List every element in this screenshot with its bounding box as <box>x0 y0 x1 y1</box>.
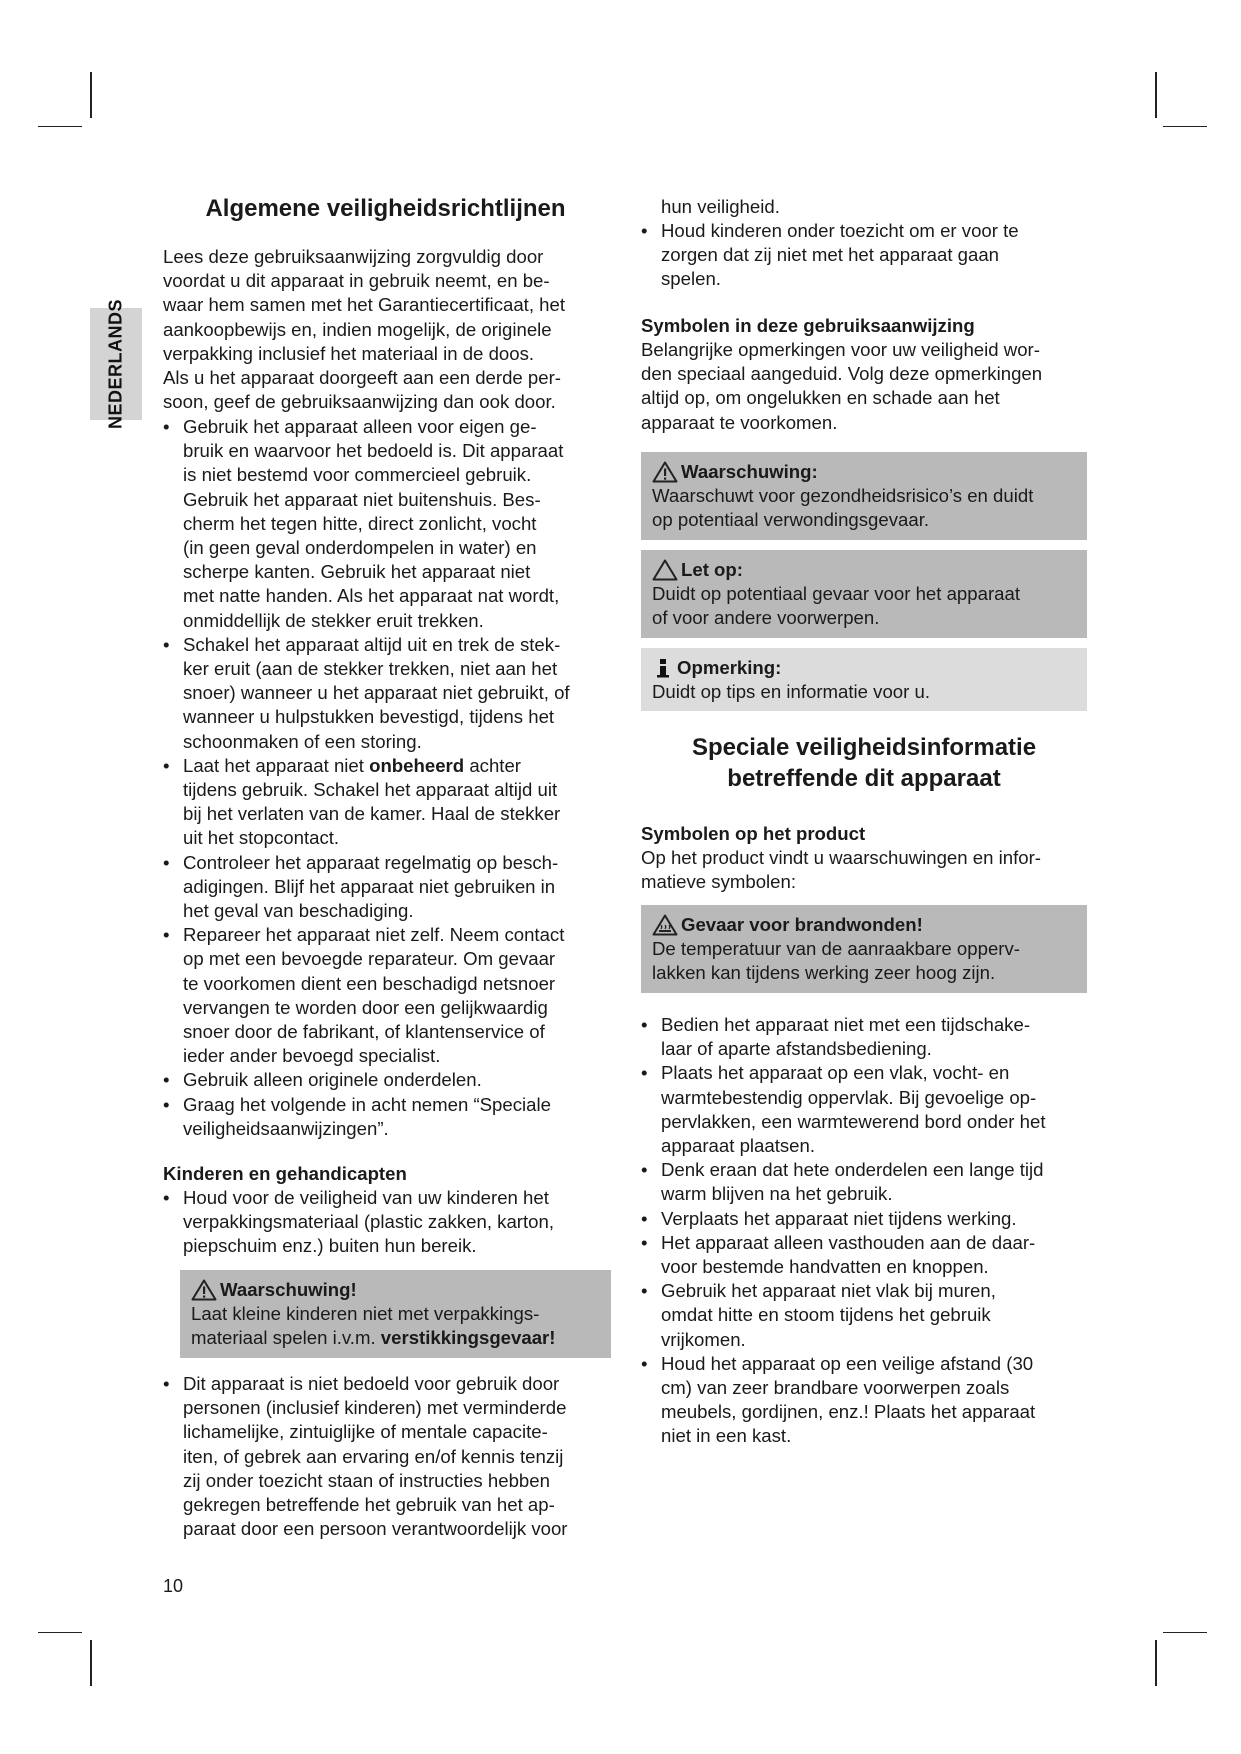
line: • Houd voor de veiligheid van uw kinderen het <box>183 1187 549 1208</box>
line: personen (inclusief kinderen) met verminderde <box>183 1397 567 1419</box>
box-title-text: Waarschuwing: <box>681 461 818 482</box>
crop-mark <box>1163 126 1207 127</box>
text-run: Laat het apparaat niet <box>183 754 370 776</box>
list-item <box>641 1061 1087 1158</box>
crop-mark <box>38 126 82 127</box>
line: gekregen betreffende het gebruik van het ap- <box>183 1494 555 1516</box>
line: apparaat te voorkomen. <box>641 411 838 433</box>
line: • Repareer het apparaat niet zelf. Neem contact <box>183 924 565 946</box>
line: omdat hitte en stoom tijdens het gebruik <box>661 1304 991 1326</box>
line: matieve symbolen: <box>641 871 797 893</box>
product-paragraph <box>641 846 1087 894</box>
line: uit het stopcontact. <box>183 827 340 849</box>
line: tijdens gebruik. Schakel het apparaat altijd uit <box>183 779 558 801</box>
crop-mark <box>90 1640 92 1686</box>
box-title-text: Waarschuwing! <box>220 1279 357 1300</box>
burn-warning-box <box>641 905 1087 993</box>
line: iten, of gebrek aan ervaring en/of kennis tenzij <box>183 1445 564 1467</box>
box-line: Duidt op tips en informatie voor u. <box>652 681 931 703</box>
line: pervlakken, een warmtewerend bord onder het <box>661 1110 1046 1132</box>
crop-mark <box>1163 1632 1207 1633</box>
box-title-text: Opmerking: <box>677 657 782 678</box>
line: is niet bestemd voor commercieel gebruik. <box>183 464 532 486</box>
title-line: betreffende dit apparaat <box>727 765 1001 792</box>
info-icon <box>652 657 674 679</box>
box-line: Waarschuwt voor gezondheidsrisico’s en duidt <box>652 485 1034 507</box>
box-line: op potentiaal verwondingsgevaar. <box>652 509 930 531</box>
line: snoer door de fabrikant, of klantenservice of <box>183 1021 545 1043</box>
line: piepschuim enz.) buiten hun bereik. <box>183 1235 477 1257</box>
line: voor bestemde handvatten en knoppen. <box>661 1256 989 1278</box>
title-line: Speciale veiligheidsinformatie <box>691 734 1037 761</box>
safety-bullets <box>163 415 608 1141</box>
line: • Schakel het apparaat altijd uit en trek de stek- <box>183 633 561 655</box>
line: laar of aparte afstandsbediening. <box>661 1038 932 1060</box>
line: • Dit apparaat is niet bedoeld voor gebruik door <box>183 1373 560 1394</box>
line: vervangen te worden door een gelijkwaardig <box>183 996 548 1018</box>
line: Op het product vindt u waarschuwingen en infor- <box>641 847 1041 868</box>
caution-box <box>641 550 1087 638</box>
appliance-bullets <box>641 1013 1087 1449</box>
line: zorgen dat zij niet met het apparaat gaan <box>661 244 1000 266</box>
line: schoonmaken of een storing. <box>183 730 422 752</box>
line: paraat door een persoon verantwoordelijk voor <box>183 1518 568 1540</box>
line: • Houd het apparaat op een veilige afstand (30 <box>661 1352 1034 1374</box>
box-title <box>191 1278 600 1302</box>
line: • Verplaats het apparaat niet tijdens werking. <box>661 1207 1017 1229</box>
list-item <box>163 1372 608 1541</box>
children-bullets <box>163 1186 608 1259</box>
list-item <box>641 1207 1087 1231</box>
warning-box <box>641 452 1087 540</box>
list-item <box>641 219 1087 292</box>
box-line <box>191 1326 600 1350</box>
line: wanneer u hulpstukken bevestigd, tijdens het <box>183 706 555 728</box>
line: • Denk eraan dat hete onderdelen een lange tijd <box>661 1159 1044 1181</box>
emphasis: verstikkingsgevaar! <box>380 1327 556 1349</box>
box-title <box>652 558 1076 582</box>
page-title: Algemene veiligheidsrichtlijnen <box>205 195 566 222</box>
line: • Graag het volgende in acht nemen “Speciale <box>183 1093 551 1115</box>
list-item <box>641 1231 1087 1279</box>
line: verpakkingsmateriaal (plastic zakken, karton, <box>183 1211 555 1233</box>
line: adigingen. Blijf het apparaat niet gebruiken in <box>183 875 556 897</box>
symbols-heading: Symbolen in deze gebruiksaanwijzing <box>641 315 975 336</box>
line <box>183 754 608 778</box>
line: op met een bevoegde reparateur. Om gevaar <box>183 948 556 970</box>
line: warm blijven na het gebruik. <box>661 1183 893 1205</box>
line: ker eruit (aan de stekker trekken, niet aan het <box>183 658 558 680</box>
line: het geval van beschadiging. <box>183 900 414 922</box>
intro-line: waar hem samen met het Garantiecertificaat, het <box>163 294 566 316</box>
line: veiligheidsaanwijzingen”. <box>183 1117 389 1139</box>
intro-line: Lees deze gebruiksaanwijzing zorgvuldig door <box>163 246 544 267</box>
line: snoer) wanneer u het apparaat niet gebruikt, of <box>183 682 570 704</box>
box-title-text: Gevaar voor brandwonden! <box>681 914 923 935</box>
intro-line: voordat u dit apparaat in gebruik neemt, en be- <box>163 270 550 292</box>
list-item <box>163 1068 608 1092</box>
line: scherpe kanten. Gebruik het apparaat niet <box>183 561 531 583</box>
crop-mark <box>38 1632 82 1633</box>
line: (in geen geval onderdompelen in water) en <box>183 537 537 559</box>
list-item <box>163 415 608 633</box>
line: onmiddellijk de stekker eruit trekken. <box>183 609 484 631</box>
symbols-paragraph <box>641 338 1087 435</box>
box-line: of voor andere voorwerpen. <box>652 607 880 629</box>
box-line: lakken kan tijdens werking zeer hoog zijn. <box>652 962 996 984</box>
line: vrijkomen. <box>661 1328 746 1350</box>
line: warmtebestendig oppervlak. Bij gevoelige op- <box>661 1086 1037 1108</box>
supervise-bullets <box>641 219 1087 292</box>
line: bruik en waarvoor het bedoeld is. Dit apparaat <box>183 440 564 462</box>
emphasis: onbeheerd <box>369 754 465 776</box>
list-item <box>163 754 608 851</box>
crop-mark <box>1155 72 1157 118</box>
line: • Houd kinderen onder toezicht om er voor te <box>661 220 1019 241</box>
language-tab <box>90 298 142 430</box>
text-run: achter <box>464 754 521 776</box>
box-title <box>652 460 1076 484</box>
line: cm) van zeer brandbare voorwerpen zoals <box>661 1377 1010 1399</box>
box-line: Laat kleine kinderen niet met verpakkings- <box>191 1303 540 1325</box>
list-item <box>641 1158 1087 1206</box>
list-item <box>163 1093 608 1141</box>
line: meubels, gordijnen, enz.! Plaats het apparaat <box>661 1401 1036 1423</box>
intro-line: Als u het apparaat doorgeeft aan een derde per- <box>163 367 561 389</box>
caution-triangle-icon <box>652 559 678 581</box>
box-line: Duidt op potentiaal gevaar voor het apparaat <box>652 583 1020 605</box>
intro-paragraph <box>163 245 608 414</box>
text-run: materiaal spelen i.v.m. <box>191 1327 381 1349</box>
continued-text: hun veiligheid. <box>661 196 780 217</box>
line: spelen. <box>661 268 721 290</box>
line: apparaat plaatsen. <box>661 1135 816 1157</box>
line: • Gebruik alleen originele onderdelen. <box>183 1069 482 1091</box>
line: ieder ander bevoegd specialist. <box>183 1045 441 1067</box>
line: den speciaal aangeduid. Volg deze opmerkingen <box>641 363 1043 385</box>
intro-line: verpakking inclusief het materiaal in de doos. <box>163 342 535 364</box>
box-title <box>652 913 1076 937</box>
hot-surface-icon <box>652 914 678 936</box>
line: • Bedien het apparaat niet met een tijdschake- <box>661 1014 1031 1035</box>
line: lichamelijke, zintuiglijke of mentale capacite- <box>183 1421 548 1443</box>
line: niet in een kast. <box>661 1425 792 1447</box>
list-item <box>641 1013 1087 1061</box>
line: Gebruik het apparaat niet buitenshuis. Bes- <box>183 488 541 510</box>
crop-mark <box>90 72 92 118</box>
box-title <box>652 656 1076 680</box>
intro-line: soon, geef de gebruiksaanwijzing dan ook door. <box>163 391 556 413</box>
line: • Gebruik het apparaat alleen voor eigen ge- <box>183 416 537 437</box>
intro-line: aankoopbewijs en, indien mogelijk, de originele <box>163 318 552 340</box>
suffocation-warning-box <box>180 1270 611 1358</box>
line: altijd op, om ongelukken en schade aan het <box>641 387 1000 409</box>
capacity-bullets <box>163 1372 608 1541</box>
line: • Het apparaat alleen vasthouden aan de daar- <box>661 1231 1036 1253</box>
page-number: 10 <box>163 1576 184 1596</box>
line: • Controleer het apparaat regelmatig op besch- <box>183 851 559 873</box>
line: bij het verlaten van de kamer. Haal de stekker <box>183 803 561 825</box>
line: cherm het tegen hitte, direct zonlicht, vocht <box>183 512 537 534</box>
list-item <box>163 923 608 1068</box>
list-item <box>641 1352 1087 1449</box>
list-item <box>163 1186 608 1259</box>
line: • Gebruik het apparaat niet vlak bij muren, <box>661 1280 996 1302</box>
line: zij onder toezicht staan of instructies hebben <box>183 1469 550 1491</box>
special-title <box>641 732 1087 794</box>
note-box <box>641 648 1087 711</box>
product-heading: Symbolen op het product <box>641 823 866 844</box>
list-item <box>641 1279 1087 1352</box>
warning-triangle-icon <box>652 461 678 483</box>
crop-mark <box>1155 1640 1157 1686</box>
line: met natte handen. Als het apparaat nat wordt, <box>183 585 560 607</box>
box-title-text: Let op: <box>681 559 743 580</box>
line: Belangrijke opmerkingen voor uw veiligheid wor- <box>641 339 1040 360</box>
line: te voorkomen dient een beschadigd netsnoer <box>183 972 556 994</box>
children-heading: Kinderen en gehandicapten <box>163 1163 407 1184</box>
line: • Plaats het apparaat op een vlak, vocht- en <box>661 1062 1010 1084</box>
box-line: De temperatuur van de aanraakbare opperv- <box>652 938 1020 960</box>
language-tab-label: NEDERLANDS <box>105 298 126 430</box>
list-item <box>163 633 608 754</box>
warning-triangle-icon <box>191 1279 217 1301</box>
list-item <box>163 851 608 924</box>
